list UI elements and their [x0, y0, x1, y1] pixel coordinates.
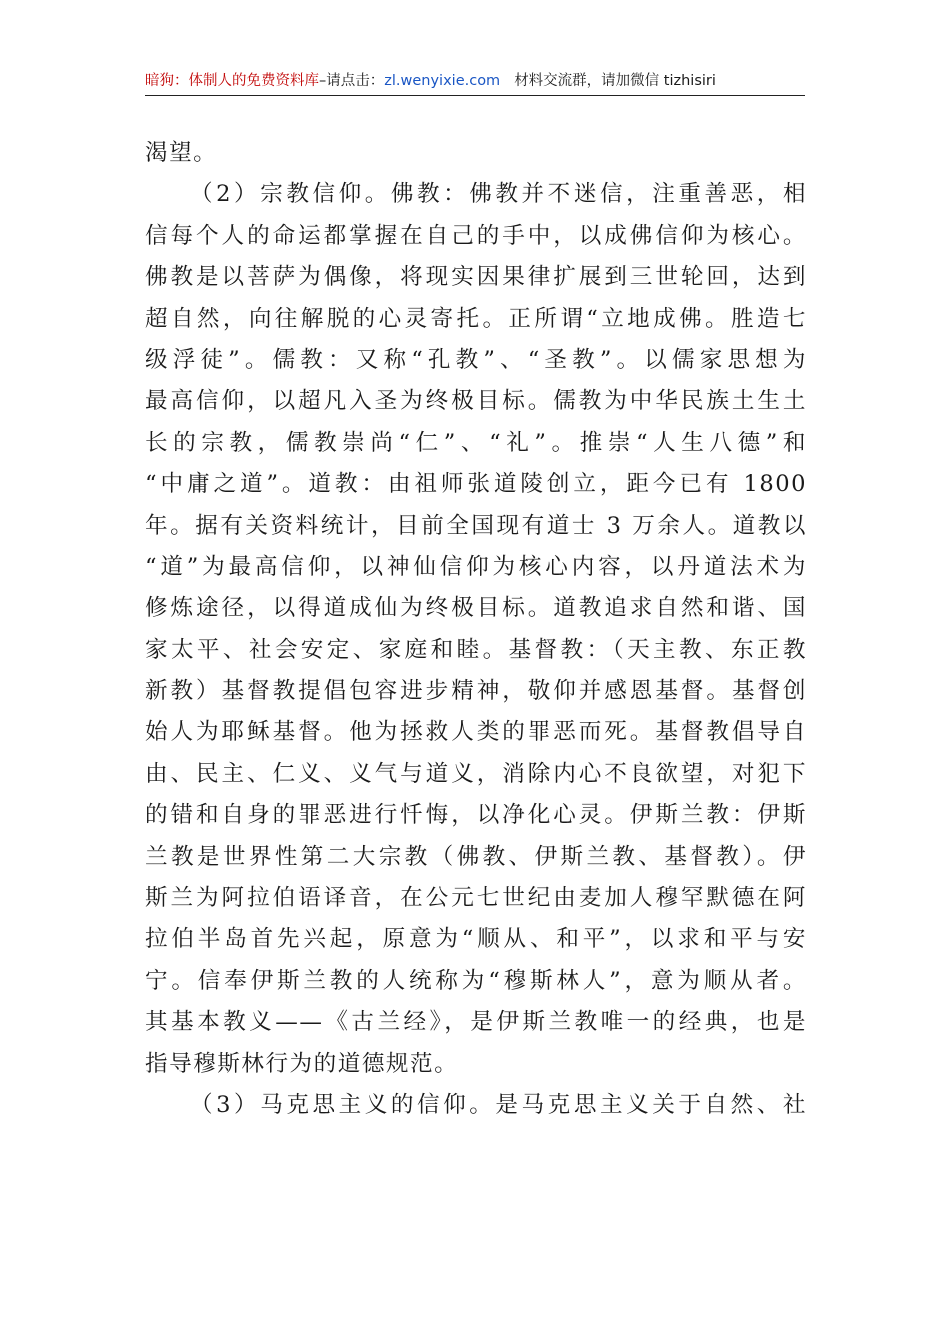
- text-line: 始人为耶稣基督。他为拯救人类的罪恶而死。基督教倡导自: [145, 719, 807, 746]
- page-header: [145, 68, 805, 94]
- header-divider: [145, 95, 805, 96]
- text-line: 兰教是世界性第二大宗教（佛教、伊斯兰教、基督教）。伊: [145, 843, 807, 870]
- header-site-link[interactable]: zl.wenyixie.com: [384, 73, 501, 89]
- text-line: 由、民主、仁义、义气与道义，消除内心不良欲望，对犯下: [145, 760, 807, 787]
- text-line: 长的宗教，儒教崇尚“仁”、“礼”。推崇“人生八德”和: [145, 429, 807, 456]
- text-line: 拉伯半岛首先兴起，原意为“顺从、和平”，以求和平与安: [145, 926, 807, 953]
- header-brand: 暗狗：体制人的免费资料库: [145, 73, 319, 89]
- text-line: 超自然，向往解脱的心灵寄托。正所谓“立地成佛。胜造七: [145, 305, 807, 332]
- text-line: 年。据有关资料统计，目前全国现有道士 3 万余人。道教以: [145, 512, 807, 539]
- text-line: 级浮徒”。儒教：又称“孔教”、“圣教”。以儒家思想为: [145, 346, 807, 373]
- text-line: 宁。信奉伊斯兰教的人统称为“穆斯林人”，意为顺从者。: [145, 967, 807, 994]
- text-line: 家太平、社会安定、家庭和睦。基督教：（天主教、东正教: [145, 636, 807, 663]
- text-line: 指导穆斯林行为的道德规范。: [145, 1050, 459, 1077]
- text-line: 其基本教义——《古兰经》，是伊斯兰教唯一的经典，也是: [145, 1009, 807, 1036]
- text-line: 渴望。: [145, 140, 218, 166]
- text-line: “中庸之道”。道教：由祖师张道陵创立，距今已有 1800: [145, 471, 807, 498]
- text-line: 斯兰为阿拉伯语译音，在公元七世纪由麦加人穆罕默德在阿: [145, 885, 807, 912]
- text-line: （2）宗教信仰。佛教：佛教并不迷信，注重善恶，相: [190, 181, 807, 208]
- text-line: 的错和自身的罪恶进行忏悔，以净化心灵。伊斯兰教：伊斯: [145, 802, 807, 829]
- text-line: 佛教是以菩萨为偶像，将现实因果律扩展到三世轮回，达到: [145, 264, 807, 291]
- document-body: [145, 133, 807, 1126]
- header-group-info: 材料交流群，请加微信 tizhisiri: [514, 73, 716, 89]
- text-line: “道”为最高信仰，以神仙信仰为核心内容，以丹道法术为: [145, 553, 807, 580]
- text-line: 信每个人的命运都掌握在自己的手中，以成佛信仰为核心。: [145, 222, 807, 249]
- text-line: 修炼途径，以得道成仙为终极目标。道教追求自然和谐、国: [145, 595, 807, 622]
- text-line: 新教）基督教提倡包容进步精神，敬仰并感恩基督。基督创: [145, 678, 807, 705]
- text-line: 最高信仰，以超凡入圣为终极目标。儒教为中华民族土生土: [145, 388, 807, 415]
- header-prompt: –请点击：: [319, 73, 385, 89]
- text-line: （3）马克思主义的信仰。是马克思主义关于自然、社: [190, 1091, 807, 1118]
